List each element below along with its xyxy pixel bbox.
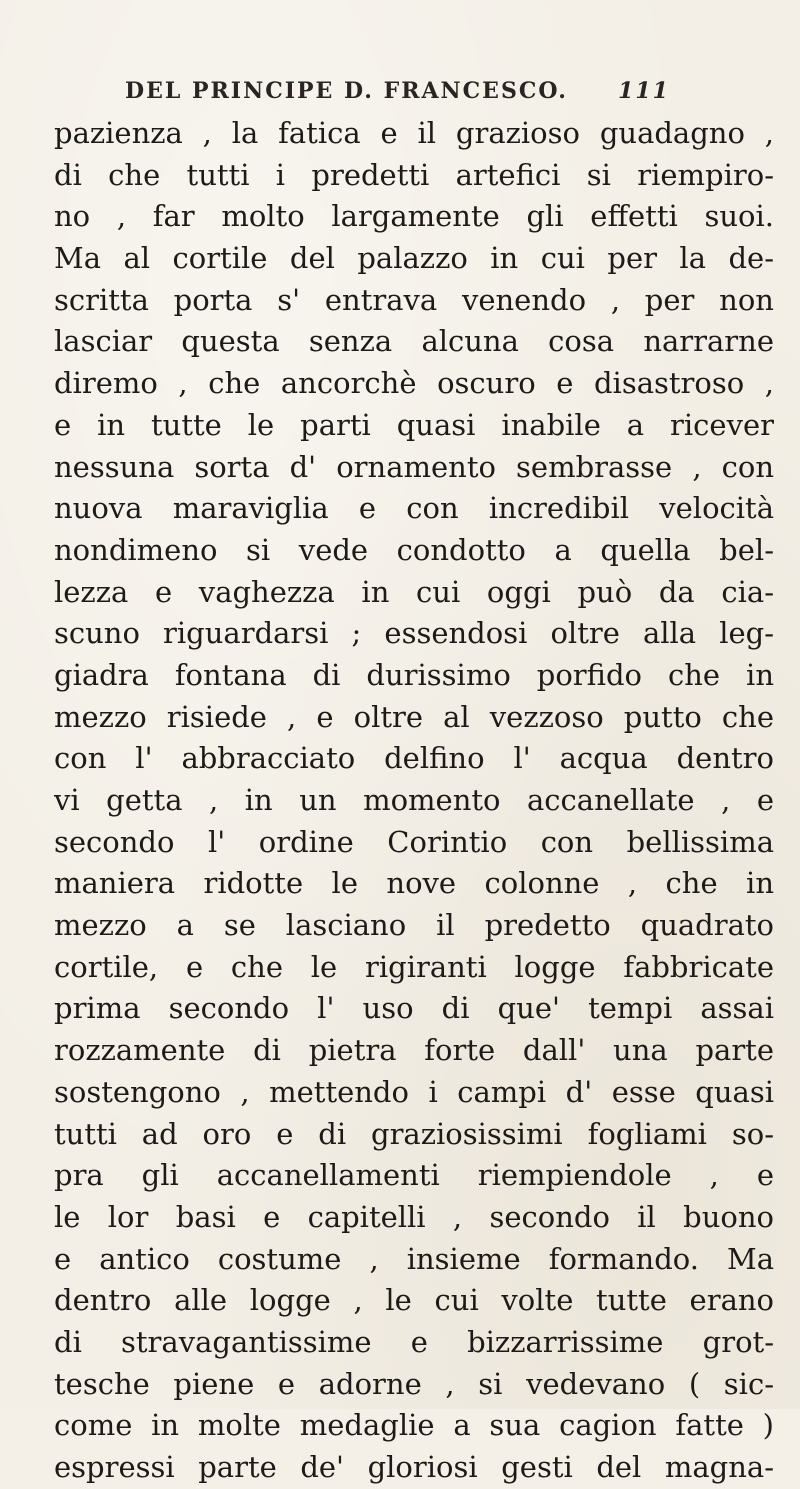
text-line: cortile, e che le rigiranti logge fabbricate: [54, 949, 774, 984]
text-line: maniera ridotte le nove colonne , che in: [54, 866, 774, 901]
text-line: e antico costume , insieme formando. Ma: [54, 1241, 774, 1276]
text-line: di che tutti i predetti artefici si riempiro-: [54, 157, 774, 192]
text-line: scritta porta s' entrava venendo , per non: [54, 282, 774, 317]
text-line: lasciar questa senza alcuna cosa narrarne: [54, 324, 774, 359]
text-line: prima secondo l' uso di que' tempi assai: [54, 991, 774, 1026]
text-line: nuova maraviglia e con incredibil velocità: [54, 491, 774, 526]
text-line: secondo l' ordine Corintio con bellissima: [54, 824, 774, 859]
text-line: e in tutte le parti quasi inabile a ricever: [54, 407, 774, 442]
body-text: [54, 113, 774, 1489]
text-line: no , far molto largamente gli effetti suoi.: [54, 199, 774, 234]
text-line: pazienza , la fatica e il grazioso guadagno ,: [54, 116, 774, 150]
text-line: Ma al cortile del palazzo in cui per la de-: [54, 241, 774, 276]
text-line: diremo , che ancorchè oscuro e disastroso ,: [54, 366, 774, 401]
text-line: vi getta , in un momento accanellate , e: [54, 783, 774, 817]
text-line: rozzamente di pietra forte dall' una parte: [54, 1033, 774, 1068]
text-line: espressi parte de' gloriosi gesti del magna-: [54, 1450, 774, 1484]
text-line: lezza e vaghezza in cui oggi può da cia-: [54, 574, 774, 609]
text-line: nessuna sorta d' ornamento sembrasse , con: [54, 449, 774, 484]
text-line: con l' abbracciato delfino l' acqua dentro: [54, 741, 774, 776]
text-line: tutti ad oro e di graziosissimi fogliami so-: [54, 1116, 774, 1151]
running-head: DEL PRINCIPE D. FRANCESCO.: [125, 78, 568, 104]
page-header: [125, 78, 670, 114]
text-line: scuno riguardarsi ; essendosi oltre alla leg-: [54, 616, 774, 651]
text-line: tesche piene e adorne , si vedevano ( sic-: [54, 1366, 774, 1401]
text-line: giadra fontana di durissimo porfido che in: [54, 657, 774, 692]
text-line: sostengono , mettendo i campi d' esse quasi: [54, 1074, 774, 1109]
text-line: le lor basi e capitelli , secondo il buono: [54, 1199, 774, 1234]
text-line: pra gli accanellamenti riempiendole , e: [54, 1158, 774, 1193]
text-line: come in molte medaglie a sua cagion fatte ): [54, 1408, 774, 1443]
text-line: dentro alle logge , le cui volte tutte erano: [54, 1283, 774, 1318]
text-line: mezzo risiede , e oltre al vezzoso putto che: [54, 699, 774, 734]
text-line: nondimeno si vede condotto a quella bel-: [54, 532, 774, 567]
page-number: 111: [618, 78, 670, 104]
text-line: mezzo a se lasciano il predetto quadrato: [54, 908, 774, 943]
text-line: di stravagantissime e bizzarrissime grot-: [54, 1324, 774, 1359]
